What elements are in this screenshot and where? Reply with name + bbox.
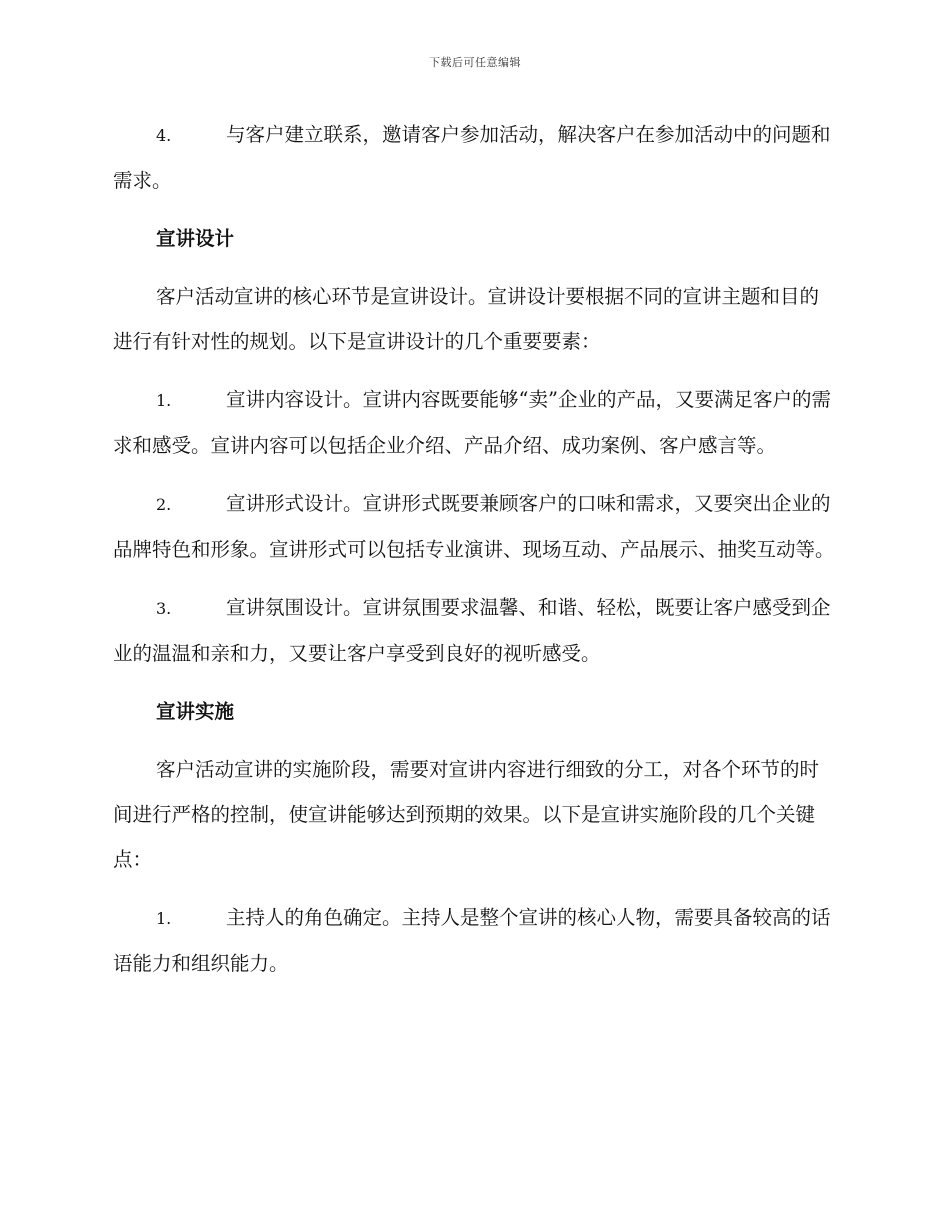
list-number: 3. [156,599,172,618]
list-item-text: 宣讲内容设计。宣讲内容既要能够“卖”企业的产品，又要满足客户的需求和感受。宣讲内容可以包括企业介绍、产品介绍、成功案例、客户感言等。 [113,388,831,457]
paragraph: 客户活动宣讲的核心环节是宣讲设计。宣讲设计要根据不同的宣讲主题和目的进行有针对性的规划。以下是宣讲设计的几个重要要素： [113,285,820,353]
section-heading: 宣讲实施 [156,700,235,723]
list-item [113,585,835,676]
paragraph: 客户活动宣讲的实施阶段，需要对宣讲内容进行细致的分工，对各个环节的时间进行严格的控制，使宣讲能够达到预期的效果。以下是宣讲实施阶段的几个关键点： [113,758,820,871]
list-item [113,895,835,986]
list-number: 1. [156,909,172,928]
list-item [113,481,835,572]
list-item-text: 主持人的角色确定。主持人是整个宣讲的核心人物，需要具备较高的话语能力和组织能力。 [113,906,831,975]
list-item [113,112,835,203]
list-item [113,377,835,468]
list-number: 2. [156,495,172,514]
list-number: 4. [156,126,172,145]
list-item-text: 宣讲形式设计。宣讲形式既要兼顾客户的口味和需求，又要突出企业的品牌特色和形象。宣讲形式可以包括专业演讲、现场互动、产品展示、抽奖互动等。 [113,492,835,561]
list-item-text: 宣讲氛围设计。宣讲氛围要求温馨、和谐、轻松，既要让客户感受到企业的温温和亲和力，又要让客户享受到良好的视听感受。 [113,596,831,665]
section-heading: 宣讲设计 [156,227,235,250]
list-item-text: 与客户建立联系，邀请客户参加活动，解决客户在参加活动中的问题和需求。 [113,123,831,192]
document-body [113,112,835,999]
list-number: 1. [156,391,172,410]
page-header: 下载后可任意编辑 [429,56,521,69]
